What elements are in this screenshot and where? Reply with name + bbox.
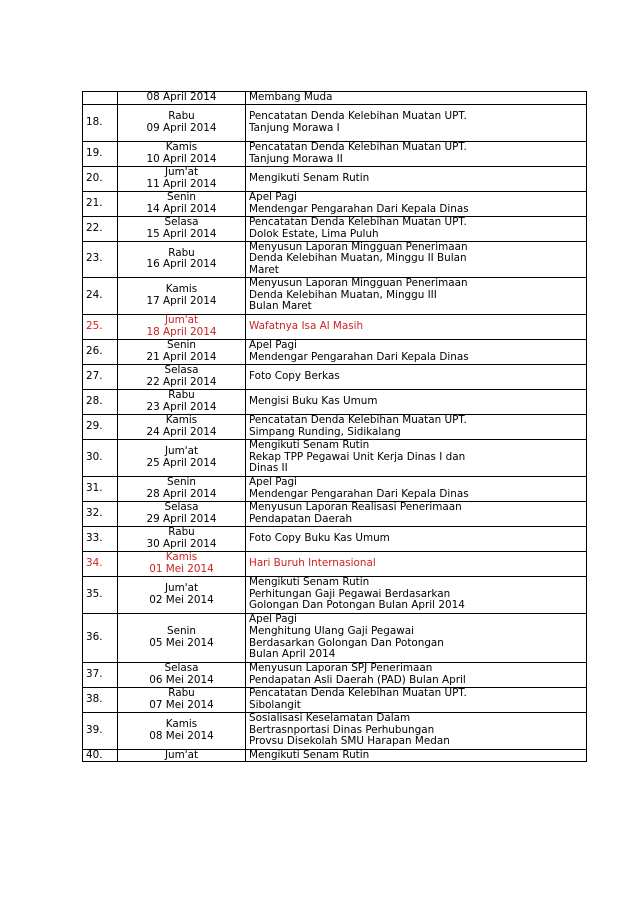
activity-text: Pencatatan Denda Kelebihan Muatan UPT.: [249, 687, 467, 699]
activity-text: Apel Pagi: [249, 339, 297, 351]
activity-text: Pencatatan Denda Kelebihan Muatan UPT.: [249, 414, 467, 426]
table-row: [83, 551, 587, 576]
activity-text: Hari Buruh Internasional: [249, 556, 376, 569]
day-date-cell: [118, 439, 246, 476]
activity-text: Menyusun Laporan SPJ Penerimaan: [249, 662, 433, 674]
activity-text: Menyusun Laporan Realisasi Penerimaan: [249, 501, 462, 513]
date-text: 29 April 2014: [146, 512, 217, 525]
row-number: 36.: [83, 613, 118, 662]
day-text: Kamis: [165, 414, 198, 426]
activity-text: Dinas II: [249, 462, 288, 475]
row-number: 32.: [83, 501, 118, 526]
day-date-cell: [118, 613, 246, 662]
activity-cell: [246, 613, 587, 662]
table-row: [83, 92, 587, 105]
activity-text: Maret: [249, 263, 279, 276]
activity-log-table: [82, 91, 587, 762]
activity-cell: [246, 314, 587, 339]
activity-text: Menyusun Laporan Mingguan Penerimaan: [249, 241, 468, 253]
table-row: [83, 476, 587, 501]
table-row: [83, 749, 587, 762]
day-date-cell: [118, 339, 246, 364]
table-row: [83, 216, 587, 241]
activity-text: Mengikuti Senam Rutin: [249, 171, 370, 184]
day-text: Jum'at: [164, 749, 199, 761]
activity-text: Provsu Disekolah SMU Harapan Medan: [249, 735, 450, 748]
activity-cell: [246, 662, 587, 687]
activity-cell: [246, 104, 587, 141]
activity-text: Rekap TPP Pegawai Unit Kerja Dinas I dan: [249, 450, 466, 463]
row-number: [83, 92, 118, 105]
activity-cell: [246, 551, 587, 576]
activity-cell: [246, 476, 587, 501]
activity-cell: [246, 241, 587, 277]
table-row: [83, 314, 587, 339]
date-text: 06 Mei 2014: [149, 673, 214, 686]
day-text: Rabu: [168, 687, 195, 699]
activity-text: Apel Pagi: [249, 191, 297, 203]
activity-cell: [246, 687, 587, 712]
row-number: 29.: [83, 414, 118, 439]
row-number: 38.: [83, 687, 118, 712]
activity-text: Sibolangit: [249, 698, 301, 711]
day-date-cell: [118, 526, 246, 551]
date-text: 17 April 2014: [146, 294, 217, 307]
activity-cell: [246, 191, 587, 216]
row-number: 24.: [83, 277, 118, 314]
day-text: Rabu: [168, 110, 195, 122]
activity-cell: [246, 166, 587, 191]
activity-text: Foto Copy Berkas: [249, 369, 340, 382]
date-text: 15 April 2014: [146, 227, 217, 240]
activity-text: Bertrasnportasi Dinas Perhubungan: [249, 723, 435, 736]
activity-text: Mendengar Pengarahan Dari Kepala Dinas: [249, 350, 469, 363]
day-date-cell: [118, 141, 246, 166]
day-date-cell: [118, 191, 246, 216]
activity-log-body: [83, 92, 587, 762]
row-number: 18.: [83, 104, 118, 141]
date-text: 21 April 2014: [146, 350, 217, 363]
row-number: 20.: [83, 166, 118, 191]
activity-text: Simpang Runding, Sidikalang: [249, 425, 401, 438]
date-text: 08 Mei 2014: [149, 729, 214, 742]
day-text: Kamis: [165, 141, 198, 153]
day-date-cell: [118, 277, 246, 314]
day-text: Jum'at: [164, 314, 199, 326]
activity-text: Membang Muda: [249, 91, 333, 103]
activity-cell: [246, 339, 587, 364]
table-row: [83, 414, 587, 439]
day-text: Selasa: [164, 501, 199, 513]
table-row: [83, 613, 587, 662]
day-text: Rabu: [168, 526, 195, 538]
activity-cell: [246, 501, 587, 526]
day-text: Selasa: [164, 364, 199, 376]
table-row: [83, 241, 587, 277]
date-text: 14 April 2014: [146, 202, 217, 215]
date-text: 22 April 2014: [146, 375, 217, 388]
activity-cell: [246, 364, 587, 389]
activity-text: Wafatnya Isa Al Masih: [249, 319, 364, 332]
row-number: 21.: [83, 191, 118, 216]
activity-text: Tanjung Morawa II: [249, 152, 343, 165]
date-text: 16 April 2014: [146, 258, 217, 271]
day-date-cell: [118, 414, 246, 439]
date-text: 11 April 2014: [146, 177, 217, 190]
date-text: 10 April 2014: [146, 152, 217, 165]
row-number: 25.: [83, 314, 118, 339]
activity-cell: [246, 526, 587, 551]
activity-cell: [246, 414, 587, 439]
activity-text: Mengikuti Senam Rutin: [249, 749, 370, 761]
activity-text: Tanjung Morawa I: [249, 121, 340, 134]
row-number: 27.: [83, 364, 118, 389]
day-date-cell: [118, 166, 246, 191]
activity-text: Apel Pagi: [249, 613, 297, 626]
day-date-cell: [118, 389, 246, 414]
table-row: [83, 339, 587, 364]
day-text: Jum'at: [164, 445, 199, 457]
day-date-cell: [118, 501, 246, 526]
activity-text: Bulan April 2014: [249, 648, 336, 661]
row-number: 23.: [83, 241, 118, 277]
activity-text: Mendengar Pengarahan Dari Kepala Dinas: [249, 202, 469, 215]
activity-cell: [246, 749, 587, 762]
activity-text: Dolok Estate, Lima Puluh: [249, 227, 379, 240]
activity-text: Sosialisasi Keselamatan Dalam: [249, 712, 411, 725]
table-row: [83, 712, 587, 749]
row-number: 35.: [83, 576, 118, 613]
day-text: Rabu: [168, 246, 195, 259]
day-text: Jum'at: [164, 166, 199, 178]
day-date-cell: [118, 551, 246, 576]
row-number: 19.: [83, 141, 118, 166]
row-number: 30.: [83, 439, 118, 476]
activity-text: Menghitung Ulang Gaji Pegawai: [249, 625, 414, 637]
activity-cell: [246, 92, 587, 105]
table-row: [83, 687, 587, 712]
day-text: Senin: [166, 191, 197, 203]
row-number: 34.: [83, 551, 118, 576]
day-date-cell: [118, 241, 246, 277]
day-date-cell: [118, 749, 246, 762]
activity-text: Menyusun Laporan Mingguan Penerimaan: [249, 277, 468, 290]
day-date-cell: [118, 104, 246, 141]
activity-text: Denda Kelebihan Muatan, Minggu II Bulan: [249, 252, 467, 265]
table-row: [83, 104, 587, 141]
day-date-cell: [118, 662, 246, 687]
row-number: 39.: [83, 712, 118, 749]
table-row: [83, 526, 587, 551]
day-text: Kamis: [165, 718, 198, 730]
activity-text: Apel Pagi: [249, 476, 297, 488]
activity-cell: [246, 389, 587, 414]
table-row: [83, 191, 587, 216]
day-date-cell: [118, 476, 246, 501]
row-number: 40.: [83, 749, 118, 762]
day-date-cell: [118, 314, 246, 339]
activity-text: Mengikuti Senam Rutin: [249, 576, 370, 589]
activity-text: Berdasarkan Golongan Dan Potongan: [249, 636, 444, 649]
date-text: 23 April 2014: [146, 400, 217, 413]
date-text: 18 April 2014: [146, 325, 217, 338]
activity-cell: [246, 576, 587, 613]
activity-text: Golongan Dan Potongan Bulan April 2014: [249, 599, 465, 612]
date-text: 28 April 2014: [146, 487, 217, 500]
table-row: [83, 389, 587, 414]
table-row: [83, 141, 587, 166]
table-row: [83, 576, 587, 613]
row-number: 37.: [83, 662, 118, 687]
activity-text: Pendapatan Daerah: [249, 512, 353, 525]
activity-cell: [246, 216, 587, 241]
activity-text: Pencatatan Denda Kelebihan Muatan UPT.: [249, 141, 467, 153]
day-text: Rabu: [168, 389, 195, 401]
date-text: 24 April 2014: [146, 425, 217, 438]
day-date-cell: [118, 364, 246, 389]
row-number: 28.: [83, 389, 118, 414]
activity-text: Foto Copy Buku Kas Umum: [249, 531, 390, 544]
date-text: 25 April 2014: [146, 456, 217, 469]
activity-cell: [246, 712, 587, 749]
activity-text: Pendapatan Asli Daerah (PAD) Bulan April: [249, 673, 466, 686]
activity-cell: [246, 141, 587, 166]
activity-text: Perhitungan Gaji Pegawai Berdasarkan: [249, 587, 451, 600]
row-number: 26.: [83, 339, 118, 364]
activity-text: Mengisi Buku Kas Umum: [249, 394, 378, 407]
date-text: 05 Mei 2014: [149, 636, 214, 649]
day-date-cell: [118, 576, 246, 613]
table-row: [83, 501, 587, 526]
table-row: [83, 364, 587, 389]
date-text: 01 Mei 2014: [149, 562, 214, 575]
activity-text: Denda Kelebihan Muatan, Minggu III: [249, 288, 437, 301]
activity-text: Bulan Maret: [249, 300, 312, 313]
activity-text: Mendengar Pengarahan Dari Kepala Dinas: [249, 487, 469, 500]
date-text: 07 Mei 2014: [149, 698, 214, 711]
day-date-cell: [118, 712, 246, 749]
day-text: Kamis: [165, 283, 198, 295]
day-text: 08 April 2014: [146, 91, 217, 103]
day-text: Selasa: [164, 216, 199, 228]
row-number: 33.: [83, 526, 118, 551]
day-text: Senin: [166, 625, 197, 637]
table-row: [83, 277, 587, 314]
day-text: Senin: [166, 476, 197, 488]
day-text: Jum'at: [164, 582, 199, 594]
activity-cell: [246, 439, 587, 476]
day-text: Kamis: [165, 551, 198, 563]
date-text: 02 Mei 2014: [149, 593, 214, 606]
row-number: 31.: [83, 476, 118, 501]
day-date-cell: [118, 92, 246, 105]
row-number: 22.: [83, 216, 118, 241]
day-text: Selasa: [164, 662, 199, 674]
day-text: Senin: [166, 339, 197, 351]
table-row: [83, 662, 587, 687]
activity-text: Pencatatan Denda Kelebihan Muatan UPT.: [249, 216, 467, 228]
day-date-cell: [118, 687, 246, 712]
activity-text: Mengikuti Senam Rutin: [249, 439, 370, 452]
activity-text: Pencatatan Denda Kelebihan Muatan UPT.: [249, 110, 467, 122]
table-row: [83, 166, 587, 191]
activity-cell: [246, 277, 587, 314]
date-text: 09 April 2014: [146, 121, 217, 134]
date-text: 30 April 2014: [146, 537, 217, 550]
day-date-cell: [118, 216, 246, 241]
table-row: [83, 439, 587, 476]
